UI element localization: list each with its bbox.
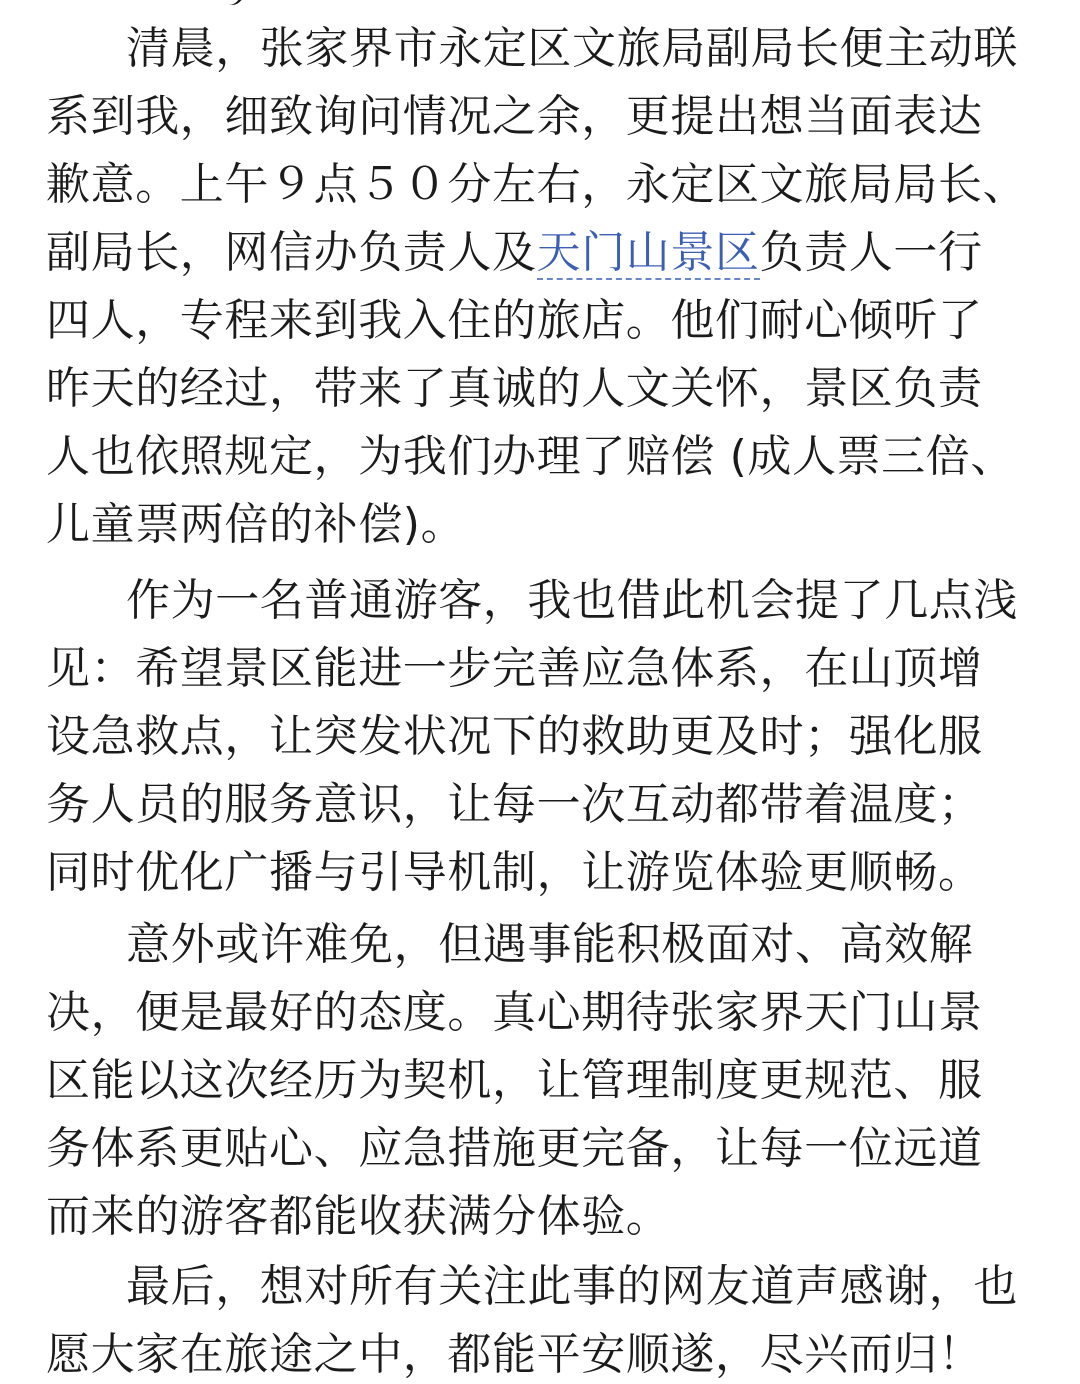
paragraph-3-line-4: 务体系更贴心、应急措施更完备，让每一位远道 bbox=[46, 1123, 983, 1174]
paragraph-3-line-2: 决，便是最好的态度。真心期待张家界天门山景 bbox=[46, 987, 983, 1038]
paragraph-2-line-1: 作为一名普通游客，我也借此机会提了几点浅 bbox=[126, 575, 1018, 626]
paragraph-1-line-5: 四人，专程来到我入住的旅店。他们耐心倾听了 bbox=[46, 295, 983, 346]
line-text-before-link: 副局长，网信办负责人及 bbox=[46, 227, 537, 278]
paragraph-1-line-7: 人也依照规定，为我们办理了赔偿 (成人票三倍、 bbox=[46, 431, 1015, 482]
paragraph-2-line-4: 务人员的服务意识，让每一次互动都带着温度； bbox=[46, 779, 983, 830]
tianmen-mountain-link[interactable]: 天门山景区 bbox=[536, 227, 760, 278]
paragraph-1-line-8: 儿童票两倍的补偿)。 bbox=[46, 499, 466, 550]
paragraph-4-line-1: 最后，想对所有关注此事的网友道声感谢，也 bbox=[126, 1261, 1018, 1312]
line-text-after-link: 负责人一行 bbox=[759, 227, 983, 278]
paragraph-1-line-2: 系到我，细致询问情况之余，更提出想当面表达 bbox=[46, 91, 983, 142]
paragraph-1-line-4 bbox=[46, 222, 983, 284]
paragraph-2-line-2: 见：希望景区能进一步完善应急体系，在山顶增 bbox=[46, 643, 983, 694]
paragraph-1-line-3: 歉意。上午９点５０分左右，永定区文旅局局长、 bbox=[46, 159, 1028, 210]
paragraph-3-line-5: 而来的游客都能收获满分体验。 bbox=[46, 1191, 671, 1242]
paragraph-1-line-1: 清晨，张家界市永定区文旅局副局长便主动联 bbox=[126, 23, 1018, 74]
paragraph-3-line-3: 区能以这次经历为契机，让管理制度更规范、服 bbox=[46, 1055, 983, 1106]
cropped-glyph-fragment bbox=[223, 0, 245, 8]
paragraph-1-line-6: 昨天的经过，带来了真诚的人文关怀，景区负责 bbox=[46, 363, 983, 414]
paragraph-3-line-1: 意外或许难免，但遇事能积极面对、高效解 bbox=[126, 919, 974, 970]
paragraph-4-line-2: 愿大家在旅途之中，都能平安顺遂，尽兴而归！ bbox=[46, 1329, 983, 1380]
paragraph-2-line-5: 同时优化广播与引导机制，让游览体验更顺畅。 bbox=[46, 847, 983, 898]
paragraph-2-line-3: 设急救点，让突发状况下的救助更及时；强化服 bbox=[46, 711, 983, 762]
